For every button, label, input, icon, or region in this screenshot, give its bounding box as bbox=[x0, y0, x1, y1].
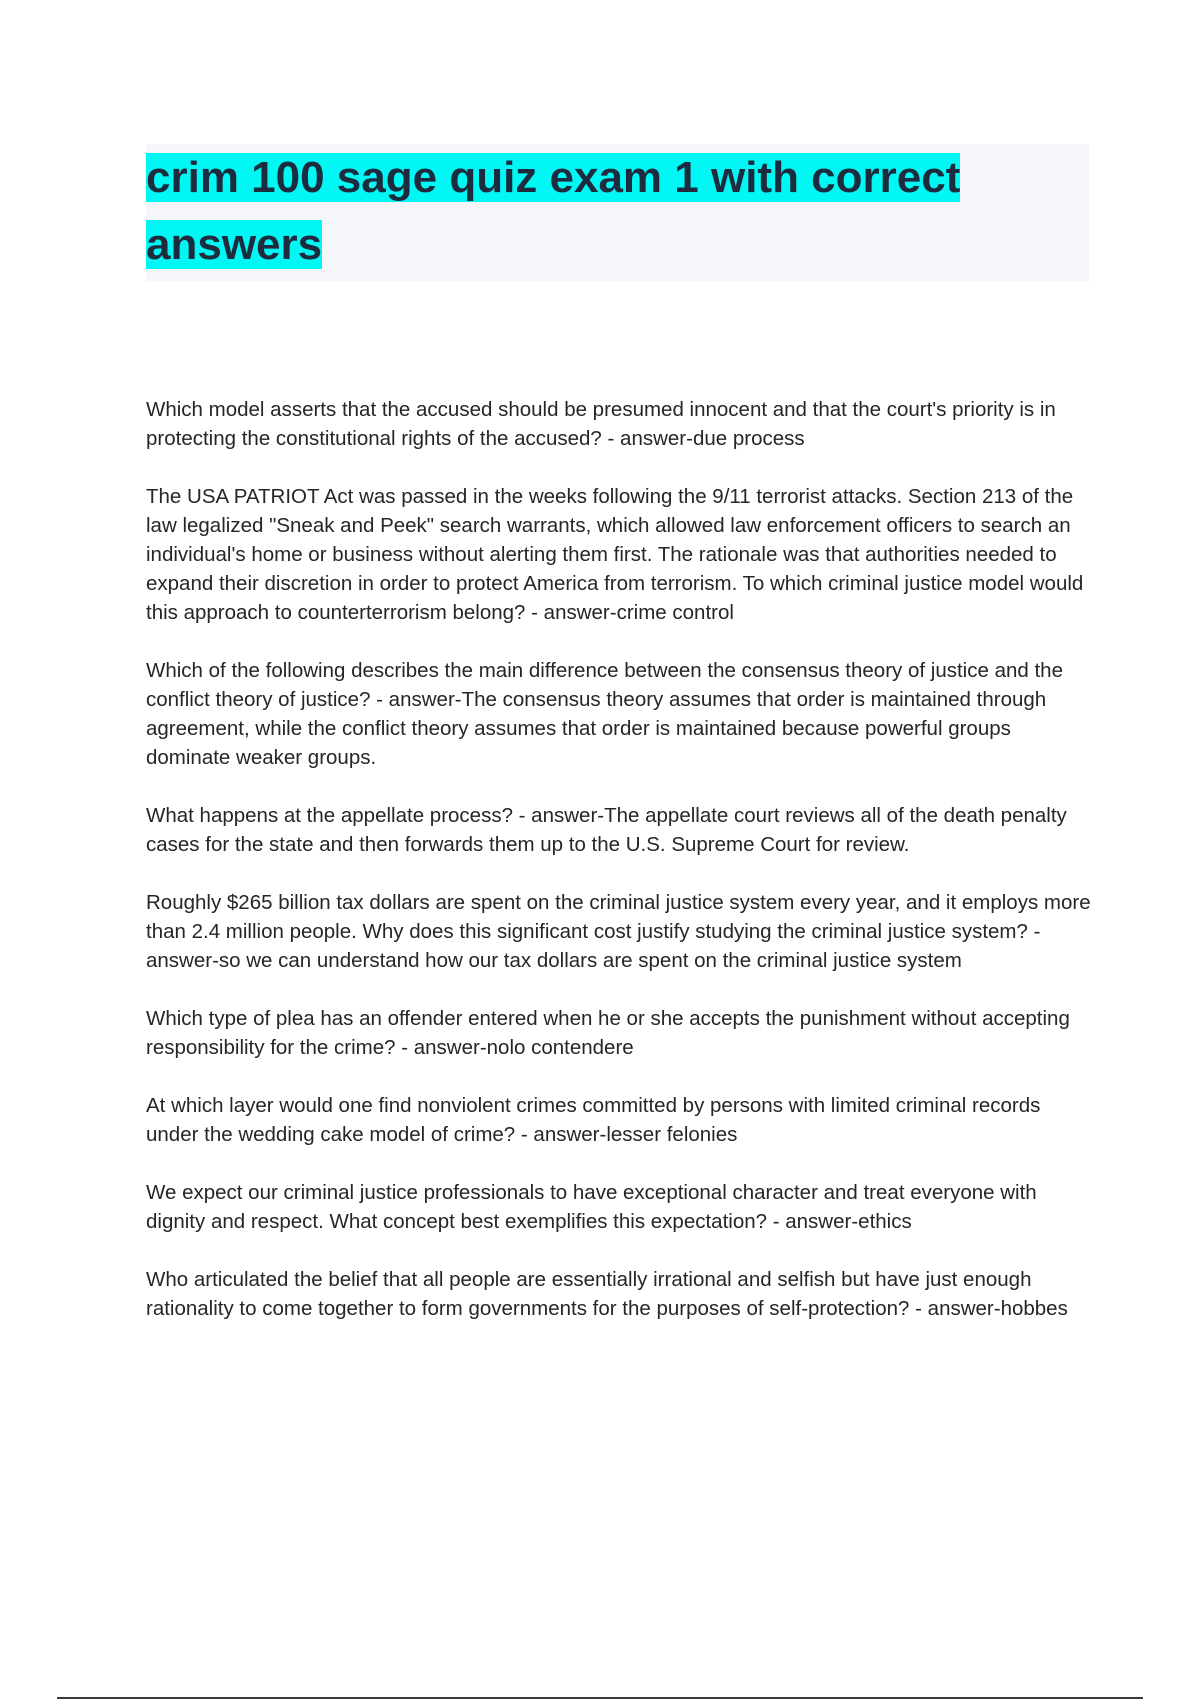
qa-item: At which layer would one find nonviolent crimes committed by persons with limited criminal records under the wedding cake model of crime? - answer-lesser felonies bbox=[146, 1094, 1041, 1146]
qa-list bbox=[146, 395, 1091, 1352]
page-title-highlight: crim 100 sage quiz exam 1 with correct answers bbox=[146, 153, 961, 269]
qa-item: Which type of plea has an offender entered when he or she accepts the punishment without accepting responsibility for the crime? - answer-nolo contendere bbox=[146, 1007, 1070, 1059]
qa-item: Who articulated the belief that all people are essentially irrational and selfish but have just enough rationality to come together to form governments for the purposes of self-protection? - answer-hobbes bbox=[146, 1268, 1068, 1320]
qa-item: The USA PATRIOT Act was passed in the weeks following the 9/11 terrorist attacks. Section 213 of the law legalized "Sneak and Peek" search warrants, which allowed law enforcement officers to search an individual's home or business without alerting them first. The rationale was that authorities needed to expand their discretion in order to protect America from terrorism. To which criminal justice model would this approach to counterterrorism belong? - answer-crime control bbox=[146, 485, 1084, 624]
qa-item: What happens at the appellate process? - answer-The appellate court reviews all of the death penalty cases for the state and then forwards them up to the U.S. Supreme Court for review. bbox=[146, 804, 1067, 856]
qa-item: Which model asserts that the accused should be presumed innocent and that the court's priority is in protecting the constitutional rights of the accused? - answer-due process bbox=[146, 398, 1056, 450]
qa-item: Roughly $265 billion tax dollars are spent on the criminal justice system every year, and it employs more than 2.4 million people. Why does this significant cost justify studying the criminal justice system? - answer-so we can understand how our tax dollars are spent on the criminal justice system bbox=[146, 891, 1091, 972]
page-title bbox=[146, 144, 1089, 278]
footer-divider bbox=[57, 1697, 1143, 1699]
qa-item: We expect our criminal justice professionals to have exceptional character and treat everyone with dignity and respect. What concept best exemplifies this expectation? - answer-ethics bbox=[146, 1181, 1037, 1233]
qa-item: Which of the following describes the main difference between the consensus theory of justice and the conflict theory of justice? - answer-The consensus theory assumes that order is maintained through agreement, while the conflict theory assumes that order is maintained because powerful groups dominate weaker groups. bbox=[146, 659, 1063, 769]
title-block bbox=[146, 144, 1089, 281]
